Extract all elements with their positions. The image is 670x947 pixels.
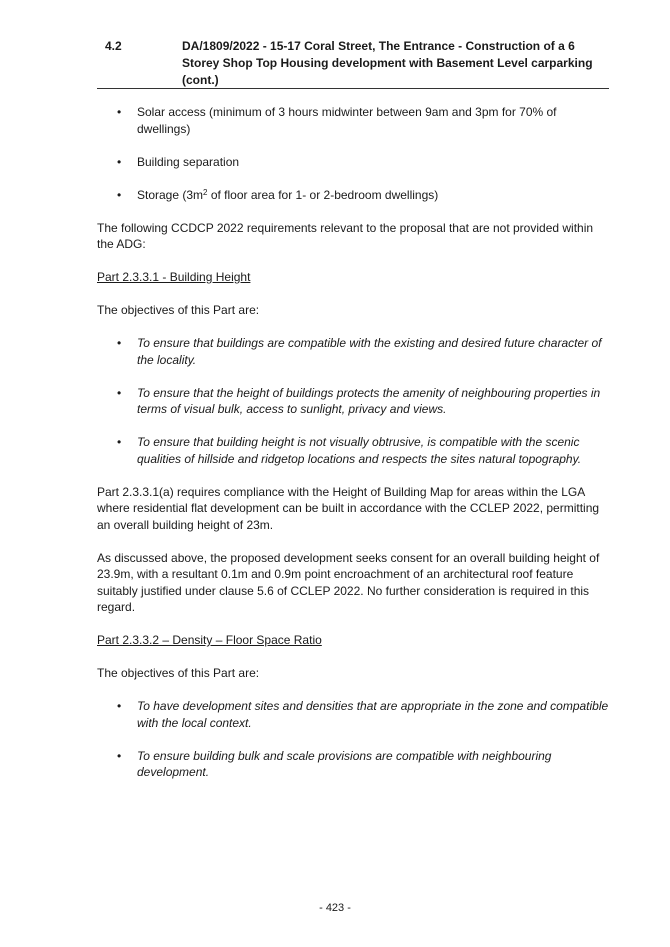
page-number: - 423 - [319,902,351,914]
header-divider [97,88,609,89]
paragraph: Part 2.3.3.1(a) requires compliance with the Height of Building Map for areas within the LGA where residential flat development can be built in accordance with the CCLEP 2022, permitting an overall building height of 23m. [97,484,600,532]
item-title: DA/1809/2022 - 15-17 Coral Street, The Entrance - Construction of a 6 Storey Shop Top Housing development with Basement Level carparking (cont.) [182,39,593,87]
list-item: • To ensure that buildings are compatible with the existing and desired future character of the locality. [117,336,602,367]
list-item: • To have development sites and densities that are appropriate in the zone and compatible with the local context. [117,699,609,730]
objectives-list [97,698,612,781]
section-heading-building-height: Part 2.3.3.1 - Building Height [97,270,251,284]
item-header [97,38,609,89]
requirements-list [97,104,612,203]
paragraph: As discussed above, the proposed development seeks consent for an overall building height of 23.9m, with a resultant 0.1m and 0.9m point encroachment of an architectural roof feature suitably justified under clause 5.6 of CCLEP 2022. No further consideration is required in this regard. [97,550,600,614]
list-item: • Storage ($3m^2$ of floor area for 1- or 2-bedroom dwellings) [117,187,439,202]
item-number: 4.2 [105,39,122,53]
list-item: • To ensure that building height is not visually obtrusive, is compatible with the scenic qualities of hillside and ridgetop locations and respects the sites natural topography. [117,435,582,466]
list-item: • Solar access (minimum of 3 hours midwinter between 9am and 3pm for 70% of dwellings) [117,105,557,136]
intro-paragraph: The following CCDCP 2022 requirements relevant to the proposal that are not provided within the ADG: [97,220,594,251]
objectives-intro: The objectives of this Part are: [97,303,260,317]
section-heading-density: Part 2.3.3.2 – Density – Floor Space Ratio [97,633,322,647]
page-body [97,104,612,797]
list-item: • To ensure building bulk and scale provisions are compatible with neighbouring development. [117,748,552,779]
objectives-intro: The objectives of this Part are: [97,666,260,680]
list-item: • Building separation [117,154,240,169]
objectives-list [97,335,612,467]
list-item: • To ensure that the height of buildings protects the amenity of neighbouring properties in terms of visual bulk, access to sunlight, privacy and views. [117,385,601,416]
